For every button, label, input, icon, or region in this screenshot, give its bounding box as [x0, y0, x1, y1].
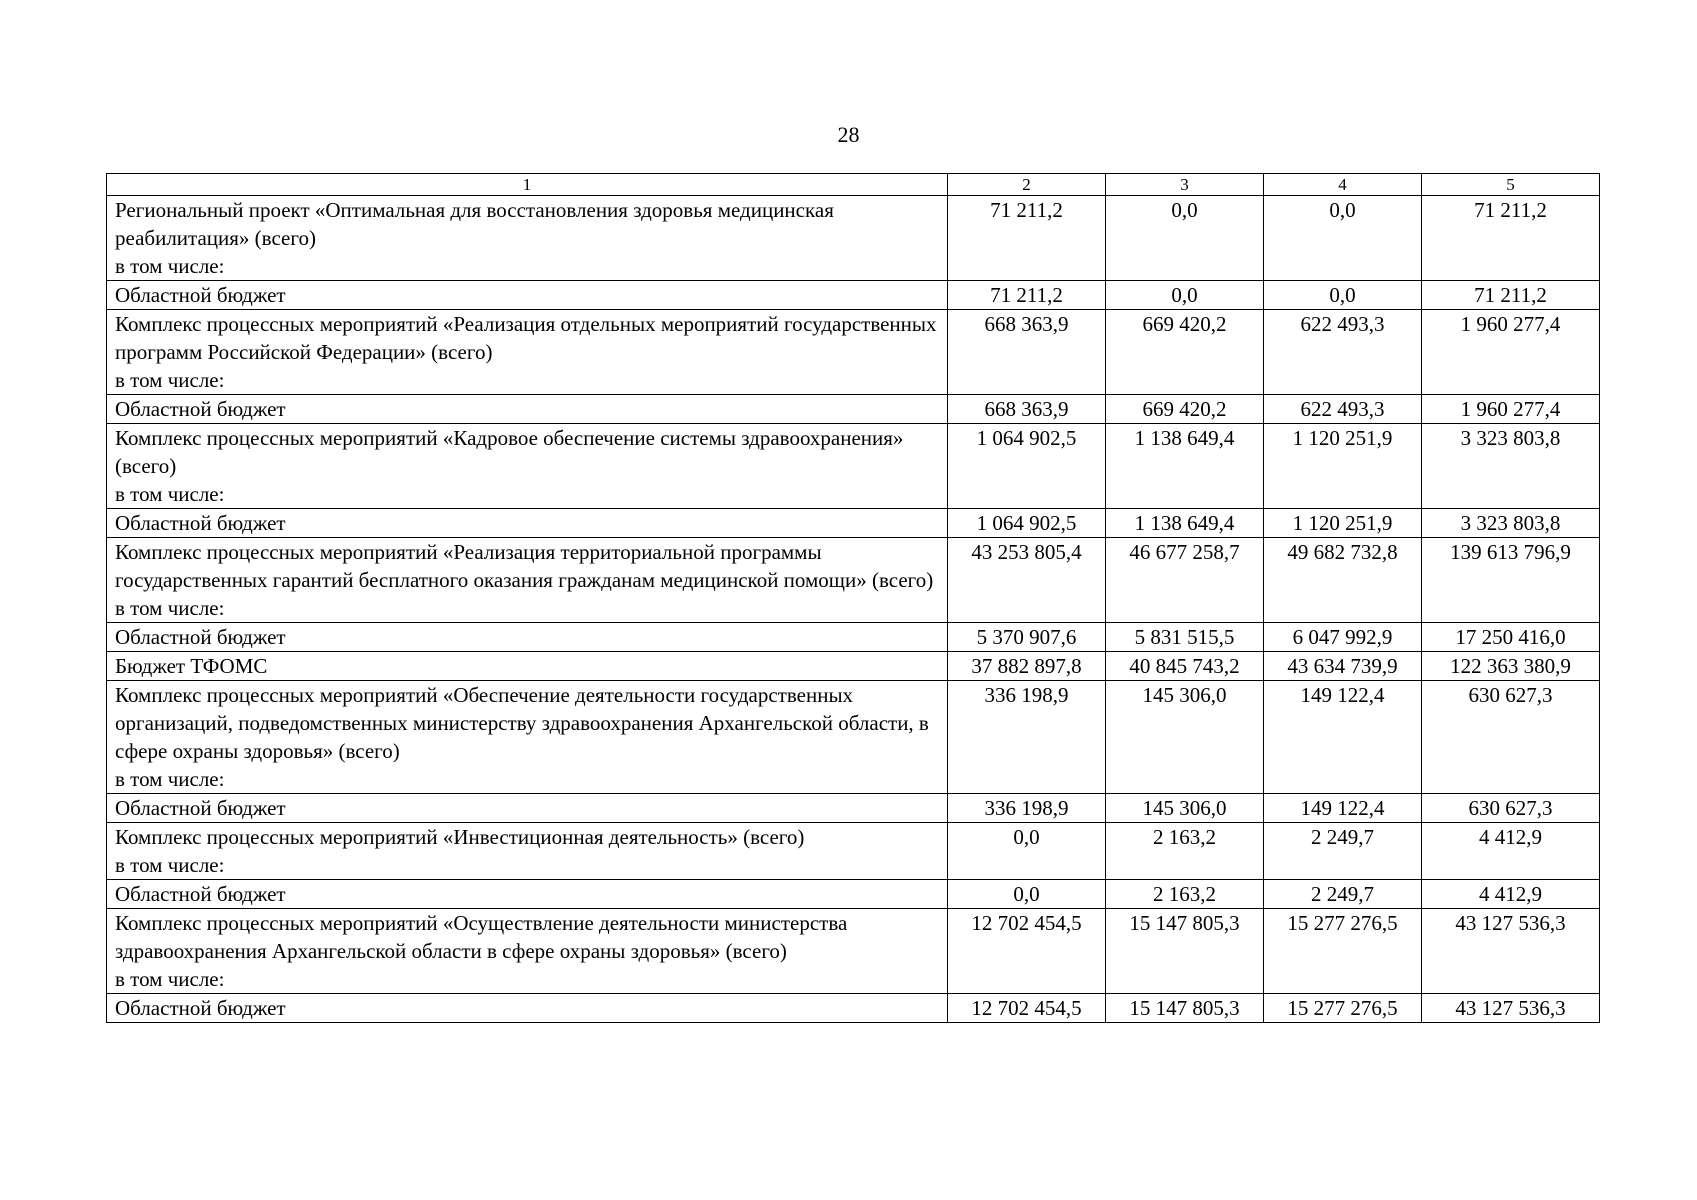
value-cell: 1 120 251,9	[1264, 424, 1422, 509]
table-row	[107, 909, 1600, 994]
value-cell: 5 831 515,5	[1106, 623, 1264, 652]
value-cell: 12 702 454,5	[948, 909, 1106, 994]
row-name-cell	[107, 794, 948, 823]
row-name: Комплекс процессных мероприятий «Реализация отдельных мероприятий государственных программ Российской Федерации» (всего)	[115, 312, 937, 364]
value-cell: 630 627,3	[1422, 681, 1600, 794]
value-cell: 122 363 380,9	[1422, 652, 1600, 681]
value-cell: 668 363,9	[948, 310, 1106, 395]
table-row	[107, 395, 1600, 424]
row-name-cell	[107, 909, 948, 994]
row-name: Областной бюджет	[115, 511, 286, 535]
value-cell: 1 960 277,4	[1422, 310, 1600, 395]
table-row	[107, 880, 1600, 909]
row-name: Областной бюджет	[115, 625, 286, 649]
row-sub-label: в том числе:	[115, 254, 225, 278]
value-cell: 1 960 277,4	[1422, 395, 1600, 424]
value-cell: 336 198,9	[948, 681, 1106, 794]
value-cell: 0,0	[1106, 196, 1264, 281]
value-cell: 43 127 536,3	[1422, 909, 1600, 994]
row-name: Областной бюджет	[115, 397, 286, 421]
value-cell: 3 323 803,8	[1422, 509, 1600, 538]
row-name-cell	[107, 652, 948, 681]
value-cell: 149 122,4	[1264, 681, 1422, 794]
row-name: Комплекс процессных мероприятий «Осуществление деятельности министерства здравоохранения Архангельской области в сфере охраны здоровья» (всего)	[115, 911, 848, 963]
row-name-cell	[107, 623, 948, 652]
value-cell: 46 677 258,7	[1106, 538, 1264, 623]
value-cell: 630 627,3	[1422, 794, 1600, 823]
value-cell: 1 064 902,5	[948, 424, 1106, 509]
column-header: 3	[1106, 174, 1264, 196]
value-cell: 6 047 992,9	[1264, 623, 1422, 652]
value-cell: 71 211,2	[948, 281, 1106, 310]
row-name-cell	[107, 395, 948, 424]
table-header-row	[107, 174, 1600, 196]
value-cell: 0,0	[948, 880, 1106, 909]
row-name: Региональный проект «Оптимальная для восстановления здоровья медицинская реабилитация» (всего)	[115, 198, 834, 250]
value-cell: 0,0	[1106, 281, 1264, 310]
value-cell: 71 211,2	[1422, 196, 1600, 281]
budget-table	[106, 173, 1600, 1023]
value-cell: 149 122,4	[1264, 794, 1422, 823]
value-cell: 4 412,9	[1422, 880, 1600, 909]
value-cell: 1 120 251,9	[1264, 509, 1422, 538]
row-sub-label: в том числе:	[115, 368, 225, 392]
value-cell: 71 211,2	[948, 196, 1106, 281]
value-cell: 15 277 276,5	[1264, 909, 1422, 994]
value-cell: 43 634 739,9	[1264, 652, 1422, 681]
column-header: 4	[1264, 174, 1422, 196]
row-name: Бюджет ТФОМС	[115, 654, 268, 678]
value-cell: 3 323 803,8	[1422, 424, 1600, 509]
table-row	[107, 196, 1600, 281]
table-row	[107, 424, 1600, 509]
table-row	[107, 823, 1600, 880]
row-name: Комплекс процессных мероприятий «Инвестиционная деятельность» (всего)	[115, 825, 805, 849]
row-name-cell	[107, 880, 948, 909]
page-number: 28	[837, 122, 860, 147]
row-name: Областной бюджет	[115, 283, 286, 307]
table-row	[107, 652, 1600, 681]
value-cell: 139 613 796,9	[1422, 538, 1600, 623]
value-cell: 2 249,7	[1264, 823, 1422, 880]
row-name-cell	[107, 509, 948, 538]
value-cell: 622 493,3	[1264, 395, 1422, 424]
row-name: Комплекс процессных мероприятий «Обеспечение деятельности государственных организаций, подведомственных министерству здравоохранения Архангельской области, в сфере охраны здоровья» (всего)	[115, 683, 929, 763]
value-cell: 49 682 732,8	[1264, 538, 1422, 623]
row-name: Областной бюджет	[115, 796, 286, 820]
row-sub-label: в том числе:	[115, 482, 225, 506]
value-cell: 71 211,2	[1422, 281, 1600, 310]
value-cell: 43 127 536,3	[1422, 994, 1600, 1023]
value-cell: 2 163,2	[1106, 880, 1264, 909]
value-cell: 40 845 743,2	[1106, 652, 1264, 681]
table-row	[107, 281, 1600, 310]
column-header: 1	[107, 174, 948, 196]
value-cell: 1 138 649,4	[1106, 424, 1264, 509]
table-row	[107, 623, 1600, 652]
row-name-cell	[107, 994, 948, 1023]
row-name-cell	[107, 281, 948, 310]
row-name: Областной бюджет	[115, 882, 286, 906]
value-cell: 17 250 416,0	[1422, 623, 1600, 652]
value-cell: 1 138 649,4	[1106, 509, 1264, 538]
row-sub-label: в том числе:	[115, 767, 225, 791]
column-header: 2	[948, 174, 1106, 196]
table-row	[107, 994, 1600, 1023]
value-cell: 43 253 805,4	[948, 538, 1106, 623]
table-row	[107, 538, 1600, 623]
row-sub-label: в том числе:	[115, 853, 225, 877]
row-name-cell	[107, 681, 948, 794]
row-name-cell	[107, 538, 948, 623]
table-row	[107, 681, 1600, 794]
row-name: Комплекс процессных мероприятий «Реализация территориальной программы государственных гарантий бесплатного оказания гражданам медицинской помощи» (всего)	[115, 540, 934, 592]
column-header: 5	[1422, 174, 1600, 196]
table-row	[107, 310, 1600, 395]
row-name: Комплекс процессных мероприятий «Кадровое обеспечение системы здравоохранения» (всего)	[115, 426, 904, 478]
row-sub-label: в том числе:	[115, 596, 225, 620]
value-cell: 669 420,2	[1106, 310, 1264, 395]
row-name-cell	[107, 310, 948, 395]
value-cell: 15 147 805,3	[1106, 909, 1264, 994]
value-cell: 37 882 897,8	[948, 652, 1106, 681]
value-cell: 0,0	[1264, 196, 1422, 281]
value-cell: 1 064 902,5	[948, 509, 1106, 538]
value-cell: 145 306,0	[1106, 794, 1264, 823]
row-name-cell	[107, 823, 948, 880]
row-sub-label: в том числе:	[115, 967, 225, 991]
row-name-cell	[107, 196, 948, 281]
value-cell: 669 420,2	[1106, 395, 1264, 424]
value-cell: 668 363,9	[948, 395, 1106, 424]
value-cell: 2 249,7	[1264, 880, 1422, 909]
table-row	[107, 794, 1600, 823]
table-body	[107, 196, 1600, 1023]
table-row	[107, 509, 1600, 538]
row-name: Областной бюджет	[115, 996, 286, 1020]
value-cell: 145 306,0	[1106, 681, 1264, 794]
value-cell: 12 702 454,5	[948, 994, 1106, 1023]
value-cell: 336 198,9	[948, 794, 1106, 823]
value-cell: 2 163,2	[1106, 823, 1264, 880]
value-cell: 4 412,9	[1422, 823, 1600, 880]
value-cell: 0,0	[948, 823, 1106, 880]
row-name-cell	[107, 424, 948, 509]
value-cell: 5 370 907,6	[948, 623, 1106, 652]
value-cell: 15 277 276,5	[1264, 994, 1422, 1023]
value-cell: 622 493,3	[1264, 310, 1422, 395]
value-cell: 0,0	[1264, 281, 1422, 310]
value-cell: 15 147 805,3	[1106, 994, 1264, 1023]
